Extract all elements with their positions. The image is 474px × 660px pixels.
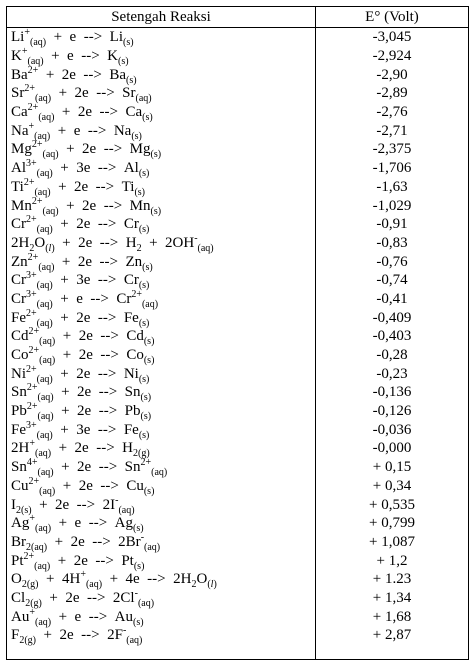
table-row [7, 570, 469, 589]
table-row [7, 495, 469, 514]
half-reaction-cell: $K^+_{(aq)} + e$ --> $K_{(s)}$ [7, 47, 316, 66]
half-reaction-cell: $Cr^{3+}_{(aq)} + 3e$ --> $Cr_{(s)}$ [7, 271, 316, 290]
potential-cell: + 1,2 [316, 551, 469, 570]
table-row [7, 626, 469, 645]
potential-cell: -2,90 [316, 65, 469, 84]
half-reaction-cell: $Fe^{3+}_{(aq)} + 3e$ --> $Fe_{(s)}$ [7, 420, 316, 439]
half-reaction-cell: $Pt^{2+}_{(aq)} + 2e$ --> $Pt_{(s)}$ [7, 551, 316, 570]
potential-cell: + 1,34 [316, 589, 469, 608]
table-row [7, 477, 469, 496]
half-reaction-cell: $F_{2(g)} + 2e$ --> $2F^-_{(aq)}$ [7, 626, 316, 645]
half-reaction-cell: $Cr^{3+}_{(aq)} + e$ --> $Cr^{2+}_{(aq)}$ [7, 290, 316, 309]
half-reaction-cell: $Al^{3+}_{(aq)} + 3e$ --> $Al_{(s)}$ [7, 159, 316, 178]
potential-cell: -3,045 [316, 28, 469, 47]
potential-cell: -2,89 [316, 84, 469, 103]
table-row [7, 252, 469, 271]
table-body [7, 28, 469, 660]
half-reaction-cell: $Ag^+_{(aq)} + e$ --> $Ag_{(s)}$ [7, 514, 316, 533]
potential-cell [316, 645, 469, 660]
table-row [7, 65, 469, 84]
half-reaction-cell: $2H_2O_{(l)} + 2e$ --> $H_2 + 2OH^-_{(aq)}$ [7, 234, 316, 253]
table-row [7, 607, 469, 626]
half-reaction-cell: $Cl_{2(g)} + 2e$ --> $2Cl^-_{(aq)}$ [7, 589, 316, 608]
table-row [7, 346, 469, 365]
potential-cell: -0,28 [316, 346, 469, 365]
potential-cell: -0,76 [316, 252, 469, 271]
table-row [7, 140, 469, 159]
half-reaction-cell: $Ti^{2+}_{(aq)} + 2e$ --> $Ti_{(s)}$ [7, 178, 316, 197]
half-reaction-cell: $Sn^{2+}_{(aq)} + 2e$ --> $Sn_{(s)}$ [7, 383, 316, 402]
table-row [7, 178, 469, 197]
half-reaction-cell: $Ni^{2+}_{(aq)} + 2e$ --> $Ni_{(s)}$ [7, 364, 316, 383]
half-reaction-cell: $Br_{2(aq)} + 2e$ --> $2Br^-_{(aq)}$ [7, 533, 316, 552]
half-reaction-cell [7, 645, 316, 660]
potential-cell: -0,136 [316, 383, 469, 402]
half-reaction-cell: $O_{2(g)} + 4H^+_{(aq)} + 4e$ --> $2H_2O_{(l)}$ [7, 570, 316, 589]
potential-cell: -2,375 [316, 140, 469, 159]
half-reaction-cell: $Ba^{2+} + 2e$ --> $Ba_{(s)}$ [7, 65, 316, 84]
potential-cell: -0,41 [316, 290, 469, 309]
table-row [7, 551, 469, 570]
half-reaction-cell: $Sn^{4+}_{(aq)} + 2e$ --> $Sn^{2+}_{(aq)}$ [7, 458, 316, 477]
table-row [7, 589, 469, 608]
potential-cell: -0,23 [316, 364, 469, 383]
table-row [7, 645, 469, 660]
table-row [7, 290, 469, 309]
reduction-potential-table [6, 6, 469, 660]
table-row [7, 383, 469, 402]
half-reaction-cell: $Zn^{2+}_{(aq)} + 2e$ --> $Zn_{(s)}$ [7, 252, 316, 271]
half-reaction-cell: $Sr^{2+}_{(aq)} + 2e$ --> $Sr_{(aq)}$ [7, 84, 316, 103]
table-row [7, 234, 469, 253]
potential-cell: -0,83 [316, 234, 469, 253]
table-row [7, 420, 469, 439]
table-row [7, 47, 469, 66]
potential-cell: -1,63 [316, 178, 469, 197]
potential-cell: -0,91 [316, 215, 469, 234]
half-reaction-cell: $Mg^{2+}_{(aq)} + 2e$ --> $Mg_{(s)}$ [7, 140, 316, 159]
table-row [7, 121, 469, 140]
potential-cell: -2,76 [316, 103, 469, 122]
table-row [7, 364, 469, 383]
potential-cell: -2,924 [316, 47, 469, 66]
table-row [7, 308, 469, 327]
table-row [7, 439, 469, 458]
table-row [7, 103, 469, 122]
table-row [7, 533, 469, 552]
potential-cell: + 0,15 [316, 458, 469, 477]
table-row [7, 196, 469, 215]
potential-cell: -1,029 [316, 196, 469, 215]
header-potential: E° (Volt) [316, 7, 469, 28]
half-reaction-cell: $Li^+_{(aq)} + e$ --> $Li_{(s)}$ [7, 28, 316, 47]
potential-cell: -0,403 [316, 327, 469, 346]
half-reaction-cell: $Ca^{2+}_{(aq)} + 2e$ --> $Ca_{(s)}$ [7, 103, 316, 122]
half-reaction-cell: $Fe^{2+}_{(aq)} + 2e$ --> $Fe_{(s)}$ [7, 308, 316, 327]
half-reaction-cell: $Mn^{2+}_{(aq)} + 2e$ --> $Mn_{(s)}$ [7, 196, 316, 215]
potential-cell: -0,409 [316, 308, 469, 327]
document-page [6, 6, 469, 660]
potential-cell: + 1.23 [316, 570, 469, 589]
potential-cell: + 1,68 [316, 607, 469, 626]
potential-cell: -0,126 [316, 402, 469, 421]
potential-cell: -2,71 [316, 121, 469, 140]
half-reaction-cell: $Cu^{2+}_{(aq)} + 2e$ --> $Cu_{(s)}$ [7, 477, 316, 496]
half-reaction-cell: $Cd^{2+}_{(aq)} + 2e$ --> $Cd_{(s)}$ [7, 327, 316, 346]
potential-cell: + 1,087 [316, 533, 469, 552]
half-reaction-cell: $Pb^{2+}_{(aq)} + 2e$ --> $Pb_{(s)}$ [7, 402, 316, 421]
table-row [7, 271, 469, 290]
potential-cell: -0,000 [316, 439, 469, 458]
potential-cell: + 0,34 [316, 477, 469, 496]
potential-cell: + 2,87 [316, 626, 469, 645]
table-row [7, 458, 469, 477]
potential-cell: + 0,535 [316, 495, 469, 514]
half-reaction-cell: $Au^+_{(aq)} + e$ --> $Au_{(s)}$ [7, 607, 316, 626]
table-row [7, 84, 469, 103]
table-row [7, 215, 469, 234]
half-reaction-cell: $2H^+_{(aq)} + 2e$ --> $H_{2(g)}$ [7, 439, 316, 458]
half-reaction-cell: $Na^+_{(aq)} + e$ --> $Na_{(s)}$ [7, 121, 316, 140]
table-row [7, 402, 469, 421]
potential-cell: + 0,799 [316, 514, 469, 533]
header-half-reaction: Setengah Reaksi [7, 7, 316, 28]
half-reaction-cell: $Co^{2+}_{(aq)} + 2e$ --> $Co_{(s)}$ [7, 346, 316, 365]
table-row [7, 28, 469, 47]
header-row [7, 7, 469, 28]
potential-cell: -0,036 [316, 420, 469, 439]
potential-cell: -0,74 [316, 271, 469, 290]
table-row [7, 514, 469, 533]
half-reaction-cell: $Cr^{2+}_{(aq)} + 2e$ --> $Cr_{(s)}$ [7, 215, 316, 234]
half-reaction-cell: $I_{2(s)} + 2e$ --> $2I^-_{(aq)}$ [7, 495, 316, 514]
potential-cell: -1,706 [316, 159, 469, 178]
table-row [7, 327, 469, 346]
table-row [7, 159, 469, 178]
